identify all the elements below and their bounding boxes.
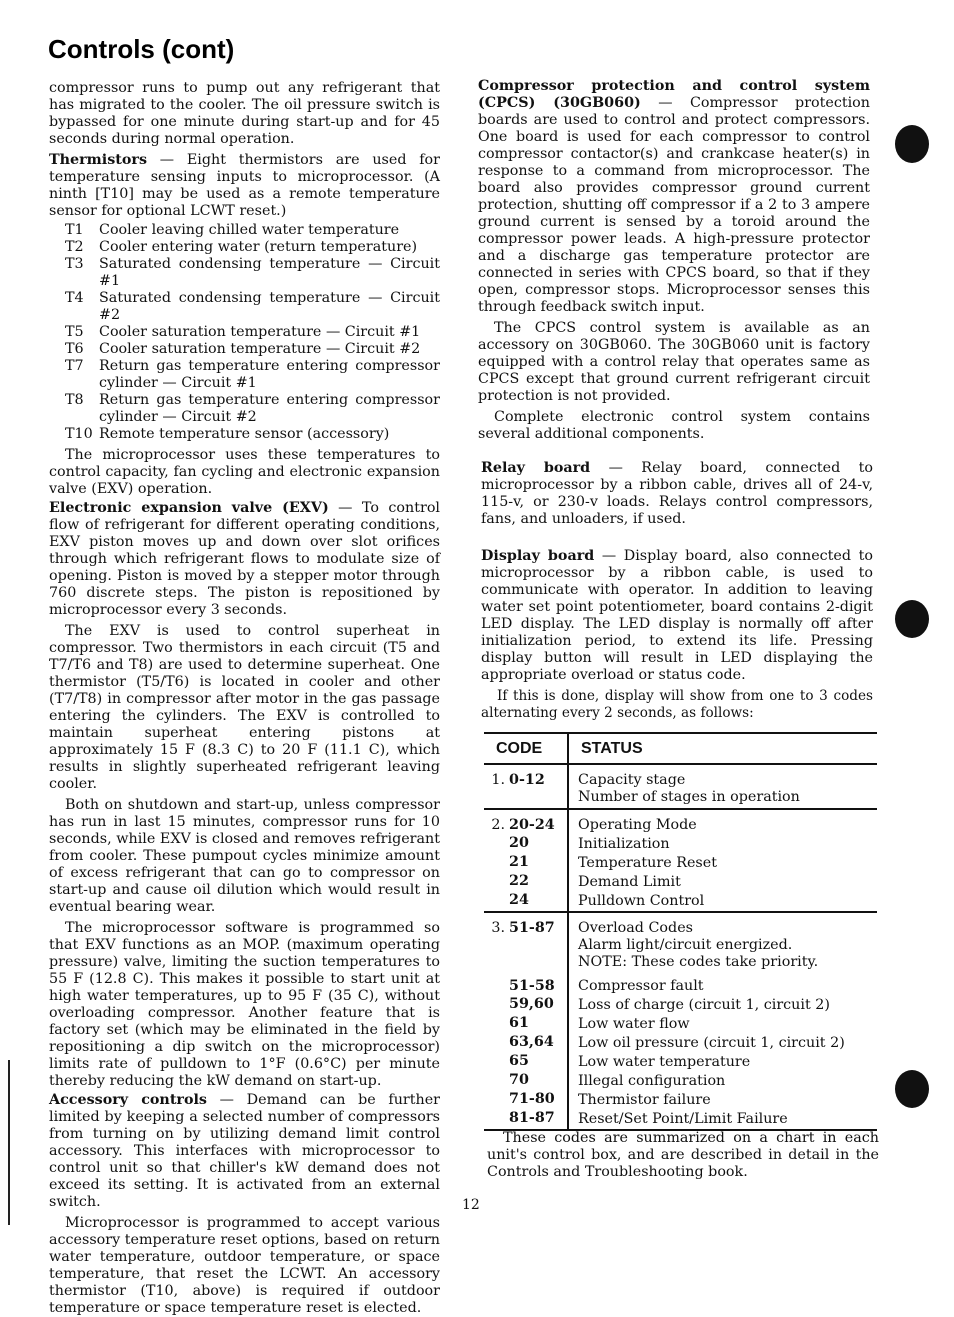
paragraph: Complete electronic control system contains several additional components. (478, 409, 870, 442)
binding-edge-line (8, 1060, 10, 1225)
code-cell (484, 996, 568, 1015)
section-heading: Compressor protection and control system (CPCS) (30GB060) (478, 78, 870, 111)
thermistor-item (49, 341, 440, 358)
row-code: 59,60 (509, 996, 554, 1012)
table-row (484, 996, 877, 1015)
row-code: 61 (509, 1015, 529, 1031)
table-row (484, 809, 877, 835)
row-code: 22 (509, 873, 529, 889)
code-cell (484, 873, 568, 892)
paragraph: Both on shutdown and start-up, unless compressor has run in last 15 minutes, compressor runs for 10 seconds, while EXV is closed and removes refrigerant from cooler. These pumpout cycles minimize amount of excess refrigerant that can go to compressor on start-up and cause oil dilution which would result in eventual bearing wear. (49, 797, 440, 915)
display-section (481, 548, 873, 722)
paragraph-body: — To control flow of refrigerant for different operating conditions, EXV piston moves up and down over slot orifices through which refrigerant flows to modulate size of opening. Piston is moved by a stepper motor through 760 discrete steps. The piston is repositioned by microprocessor every 3 seconds. (49, 500, 441, 618)
page-number: 12 (462, 1197, 480, 1213)
section-code: 51-87 (509, 920, 555, 936)
exv-paragraph (49, 500, 440, 619)
paragraph: Microprocessor is programmed to accept various accessory temperature reset options, based on return water temperature, outdoor temperature, or space temperature, that reset the LCWT. An accessory thermistor (T10, above) is required if outdoor temperature or space temperature reset is elected. (49, 1215, 440, 1316)
thermistor-item (49, 222, 440, 239)
thermistor-list (49, 222, 440, 443)
thermistor-item (49, 239, 440, 256)
punch-hole-mark (895, 600, 929, 638)
code-cell (484, 912, 568, 972)
status-code-table (484, 732, 877, 1131)
relay-paragraph (481, 460, 873, 528)
status-line: Alarm light/circuit energized. (578, 937, 793, 953)
section-heading: Display board (481, 548, 595, 564)
status-cell: Illegal configuration (578, 1073, 726, 1089)
table-row (484, 912, 877, 972)
thermistor-description: Cooler entering water (return temperature) (99, 239, 418, 255)
status-cell: Low water flow (578, 1016, 690, 1032)
row-code: 71-80 (509, 1091, 555, 1107)
thermistor-description: Saturated condensing temperature — Circuit #2 (99, 290, 440, 323)
paragraph: If this is done, display will show from one to 3 codes alternating every 2 seconds, as follows: (481, 688, 873, 721)
thermistor-code: T4 (65, 290, 84, 306)
status-cell: Compressor fault (578, 978, 704, 994)
thermistor-code: T1 (65, 222, 84, 238)
status-cell (568, 912, 877, 972)
paragraph: The EXV is used to control superheat in compressor. Two thermistors in each circuit (T5 and T7/T6 and T8) are used to determine superheat. One thermistor (T5/T6) is located in cooler and other (T7/T8) in compressor after motor in the gas passage entering the cylinders. The EXV is controlled to maintain superheat entering pistons at approximately 15 F (8.3 C) to 20 F (11.1 C), which results in slightly superheated refrigerant leaving cooler. (49, 623, 440, 792)
display-paragraph (481, 548, 873, 684)
status-cell: Low oil pressure (circuit 1, circuit 2) (578, 1035, 845, 1051)
table-header-row (484, 733, 877, 764)
paragraph: The microprocessor uses these temperatures to control capacity, fan cycling and electronic expansion valve (EXV) operation. (49, 447, 440, 497)
row-code: 24 (509, 892, 529, 908)
paragraph-body: — Demand can be further limited by keeping a selected number of compressors from turning on by utilizing demand limit control accessory. This interfaces with microprocessor to control unit so that chiller's kW demand does not exceed its setting. It is activated from an external switch. (49, 1092, 440, 1210)
thermistor-code: T8 (65, 392, 84, 408)
table-row (484, 854, 877, 873)
status-cell: Initialization (578, 836, 670, 852)
paragraph-body: — Eight thermistors are used for temperature sensing inputs to microprocessor. (A ninth [T10] may be used as a remote temperature sensor for optional LCWT reset.) (49, 152, 440, 219)
section-heading: Thermistors (49, 152, 147, 168)
table-row (484, 1091, 877, 1110)
status-line: NOTE: These codes take priority. (578, 954, 819, 970)
code-cell (484, 972, 568, 996)
section-number: 2. (491, 817, 505, 833)
paragraph-body: — Relay board, connected to microprocessor by a ribbon cable, drives all of 24-v, 115-v, or 230-v loads. Relays control compressors, fans, and unloaders, if used. (481, 460, 873, 527)
section-code: 0-12 (509, 772, 545, 788)
footer-note: These codes are summarized on a chart in each unit's control box, and are described in detail in the Controls and Troubleshooting book. (487, 1130, 879, 1180)
table-row (484, 1110, 877, 1130)
thermistor-description: Remote temperature sensor (accessory) (99, 426, 390, 442)
thermistor-description: Cooler saturation temperature — Circuit #1 (99, 324, 421, 340)
code-cell (484, 1015, 568, 1034)
status-cell: Reset/Set Point/Limit Failure (568, 1110, 877, 1130)
thermistor-item (49, 290, 440, 324)
thermistor-item (49, 324, 440, 341)
paragraph-body: — Compressor protection boards are used to control and protect compressors. One board is used for each compressor to control compressor contactor(s) and crankcase heater(s) in response to a command from microprocessor. The board also provides compressor ground current protection, shutting off compressor if a 2 to 3 ampere ground current is sensed by a toroid around the compressor power leads. A high-pressure protector and a discharge gas temperature protector are connected in series with CPCS board, so that if they open, compressor stops. Microprocessor senses this through feedback switch input. (478, 95, 870, 315)
code-cell (484, 1091, 568, 1110)
paragraph: The CPCS control system is available as an accessory on 30GB060. The 30GB060 unit is factory equipped with a control relay that operates same as CPCS except that ground current refrigerant circuit protection is not provided. (478, 320, 870, 404)
section-heading: Relay board (481, 460, 591, 476)
thermistor-item (49, 358, 440, 392)
thermistors-paragraph (49, 152, 440, 220)
status-cell: Low water temperature (578, 1054, 751, 1070)
table-row (484, 972, 877, 996)
code-cell (484, 835, 568, 854)
code-cell (484, 1110, 568, 1130)
thermistor-code: T6 (65, 341, 84, 357)
code-cell (484, 1072, 568, 1091)
table-row (484, 892, 877, 912)
status-cell: Thermistor failure (578, 1092, 711, 1108)
row-code: 20 (509, 835, 529, 851)
code-cell (484, 1053, 568, 1072)
row-code: 65 (509, 1053, 529, 1069)
row-code: 51-58 (509, 978, 555, 994)
paragraph-body: — Display board, also connected to microprocessor by a ribbon cable, is used to communicate with operator. In addition to leaving water set point potentiometer, board contains 2-digit LED display. The LED display is normally off after initialization period, to extend its life. Pressing display button will result in LED displaying the appropriate overload or status code. (481, 548, 873, 683)
row-code: 21 (509, 854, 529, 870)
code-cell (484, 764, 568, 809)
status-line: Operating Mode (578, 817, 697, 833)
status-cell (568, 764, 877, 809)
code-cell (484, 809, 568, 835)
section-code: 20-24 (509, 817, 555, 833)
thermistor-description: Return gas temperature entering compressor cylinder — Circuit #1 (99, 358, 440, 391)
code-cell (484, 892, 568, 912)
column-header-code: CODE (484, 733, 568, 764)
table-row (484, 873, 877, 892)
thermistor-code: T2 (65, 239, 84, 255)
footer-note-section (487, 1130, 879, 1181)
relay-section (481, 460, 873, 528)
thermistor-item (49, 426, 440, 443)
left-column (49, 80, 440, 1317)
status-cell (568, 809, 877, 835)
status-cell: Loss of charge (circuit 1, circuit 2) (578, 997, 830, 1013)
right-column-top (478, 78, 870, 443)
table-body (484, 764, 877, 1130)
accessory-paragraph (49, 1092, 440, 1211)
row-code: 63,64 (509, 1034, 554, 1050)
thermistor-description: Return gas temperature entering compressor cylinder — Circuit #2 (99, 392, 440, 425)
table-row (484, 1053, 877, 1072)
punch-hole-mark (895, 1070, 929, 1108)
column-header-status: STATUS (568, 733, 877, 764)
thermistor-item (49, 256, 440, 290)
table-row (484, 1072, 877, 1091)
paragraph: compressor runs to pump out any refrigerant that has migrated to the cooler. The oil pressure switch is bypassed for one minute during start-up and for 45 seconds during normal operation. (49, 80, 440, 147)
thermistor-description: Cooler leaving chilled water temperature (99, 222, 400, 238)
section-heading: Electronic expansion valve (EXV) (49, 500, 329, 516)
page-title: Controls (cont) (48, 34, 235, 64)
thermistor-code: T7 (65, 358, 84, 374)
thermistor-description: Cooler saturation temperature — Circuit #2 (99, 341, 421, 357)
thermistor-item (49, 392, 440, 426)
table-row (484, 1015, 877, 1034)
thermistor-description: Saturated condensing temperature — Circuit #1 (99, 256, 440, 289)
row-code: 81-87 (509, 1110, 555, 1126)
punch-hole-mark (895, 125, 929, 163)
status-line: Overload Codes (578, 920, 693, 936)
paragraph: The microprocessor software is programmed so that EXV functions as an MOP. (maximum operating pressure) valve, limiting the suction temperatures to 55 F (12.8 C). This makes it possible to start unit at high water temperatures, up to 95 F (35 C), without overloading compressor. Another feature that is factory set (which may be eliminated in the field by repositioning a dip switch on the microprocessor) limits rate of pulldown to 1°F (0.6°C) per minute thereby reducing the kW demand on start-up. (49, 920, 440, 1089)
status-cell: Temperature Reset (578, 855, 717, 871)
cpcs-paragraph (478, 78, 870, 316)
table-row (484, 1034, 877, 1053)
section-heading: Accessory controls (49, 1092, 207, 1108)
thermistor-code: T3 (65, 256, 84, 272)
status-cell: Pulldown Control (568, 892, 877, 912)
thermistor-code: T5 (65, 324, 84, 340)
section-number: 1. (491, 772, 505, 788)
section-number: 3. (491, 920, 505, 936)
status-line: Capacity stage (578, 772, 686, 788)
table-row (484, 835, 877, 854)
status-line: Number of stages in operation (578, 789, 800, 805)
thermistor-code: T10 (65, 426, 93, 442)
status-cell: Demand Limit (578, 874, 681, 890)
code-cell (484, 854, 568, 873)
row-code: 70 (509, 1072, 529, 1088)
code-cell (484, 1034, 568, 1053)
table-row (484, 764, 877, 809)
